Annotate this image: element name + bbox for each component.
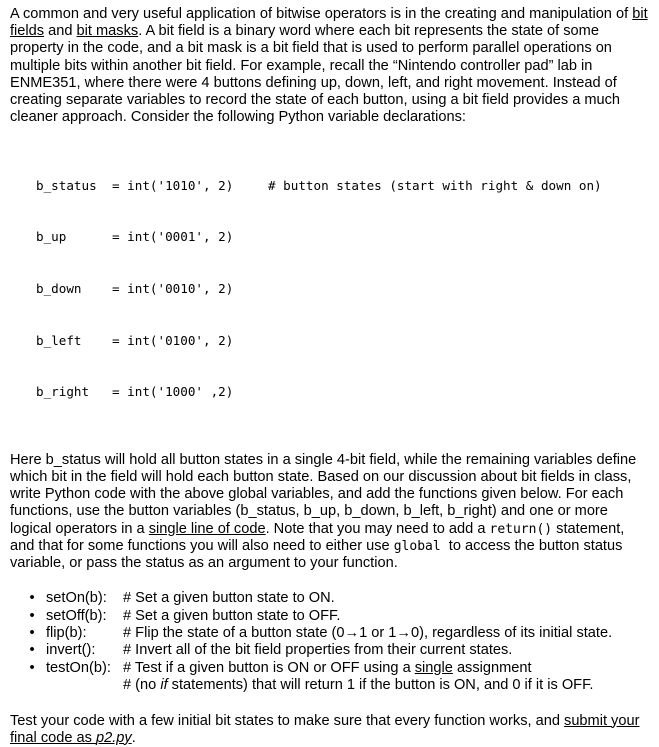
code-line-b-left: b_left = int('0100', 2): [36, 332, 234, 348]
submit-instruction: submit your final code as p2.py: [10, 712, 640, 746]
function-list: [10, 590, 649, 694]
code-comment: # button states (start with right & down on): [268, 177, 602, 193]
list-item-flip: • flip(b): # Flip the state of a button state (0→1 or 1→0), regardless of its initial state.: [10, 625, 649, 642]
instructions-paragraph: Here b_status will hold all button states in a single 4-bit field, while the remaining variables define which bit in the field will hold each button state. Based on our discussion about bit fields in class, write Python code with the above global variables, and add the functions given below. For each functions, use the button variables (b_status, b_up, b_down, b_left, b_right) and one or more logical operators in a single line of code. Note that you may need to add a return() statement, and that for some functions you will also need to either use global to access the button status variable, or pass the status as an argument to your function.: [10, 451, 637, 572]
return-keyword: return(): [489, 521, 553, 537]
code-line-b-right: b_right = int('1000' ,2): [36, 384, 234, 400]
list-item-setOn: • setOn(b): # Set a given button state to ON.: [10, 590, 649, 607]
code-line-b-status: b_status = int('1010', 2) # button states (start with right & down on): [36, 177, 602, 193]
bullet-icon: •: [29, 625, 35, 641]
list-item-setOff: • setOff(b): # Set a given button state to OFF.: [10, 608, 649, 625]
bullet-icon: •: [29, 590, 35, 607]
bullet-icon: •: [29, 607, 35, 624]
bullet-icon: •: [29, 642, 35, 659]
single-line-emphasis: single line of code: [148, 520, 266, 537]
bit-fields-term: bit fields: [10, 6, 648, 40]
code-line-b-up: b_up = int('0001', 2): [36, 229, 234, 245]
global-keyword: global: [393, 538, 441, 554]
intro-paragraph: A common and very useful application of bitwise operators is in the creating and manipulation of bit fields and bit masks. A bit field is a binary word where each bit represents the state of some property in the code, and a bit mask is a bit field that is used to perform parallel operations on multiple bits within another bit field. For example, recall the “Nintendo controller pad” lab in ENME351, where there were 4 buttons defining up, down, left, and right movement. Instead of creating separate variables to record the state of each button, using a bit field provides a much cleaner approach. Consider the following Python variable declarations:: [10, 6, 648, 126]
code-line-b-down: b_down = int('0010', 2): [36, 281, 234, 297]
submission-paragraph: Test your code with a few initial bit states to make sure that every function works, and submit your final code as p2.py.: [10, 712, 640, 746]
list-item-testOn: • testOn(b): # Test if a given button is ON or OFF using a single assignment: [10, 660, 649, 677]
filename: p2.py: [96, 729, 132, 746]
variable-declarations-code: [36, 142, 649, 434]
bit-masks-term: bit masks: [76, 23, 139, 40]
bullet-icon: •: [29, 659, 35, 676]
list-item-invert: • invert(): # Invert all of the bit field properties from their current states.: [10, 642, 649, 659]
list-item-testOn-continued: # (no if statements) that will return 1 if the button is ON, and 0 if it is OFF.: [123, 677, 594, 694]
